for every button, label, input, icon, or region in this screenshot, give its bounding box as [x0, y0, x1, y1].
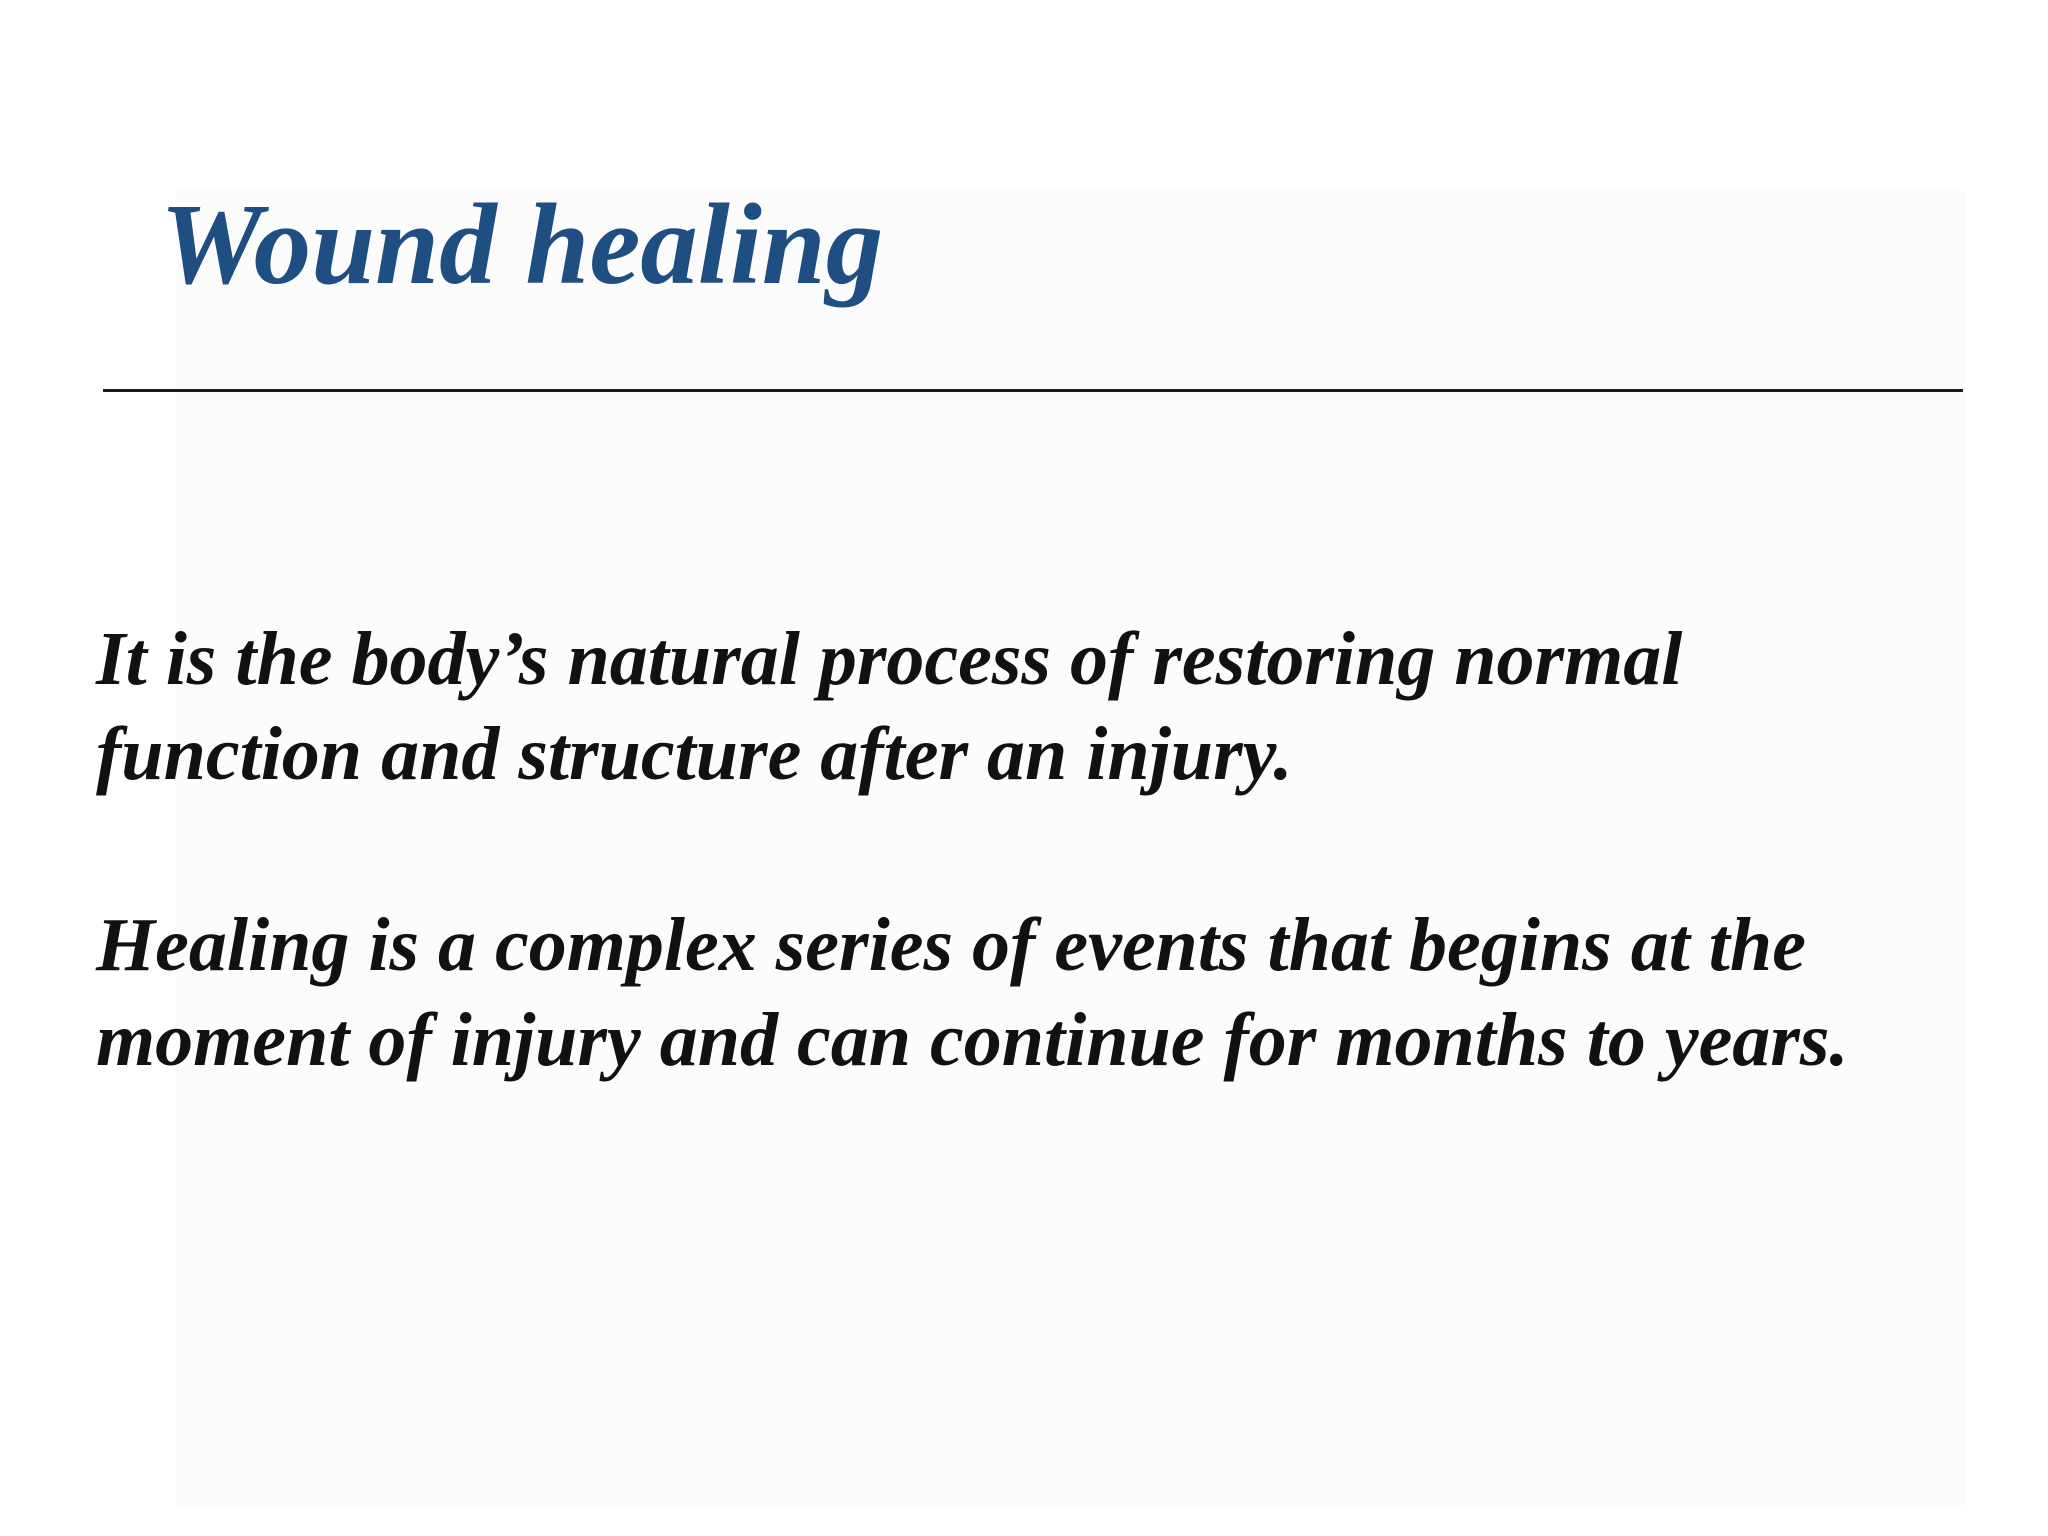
definition-paragraph: It is the body’s natural process of restoring normal function and structure after an injury. [96, 617, 1683, 796]
slide-title: Wound healing [160, 181, 884, 308]
healing-description-paragraph: Healing is a complex series of events that begins at the moment of injury and can continue for months to years. [96, 903, 1849, 1082]
content-panel [176, 190, 1966, 1510]
title-divider [103, 389, 1963, 392]
